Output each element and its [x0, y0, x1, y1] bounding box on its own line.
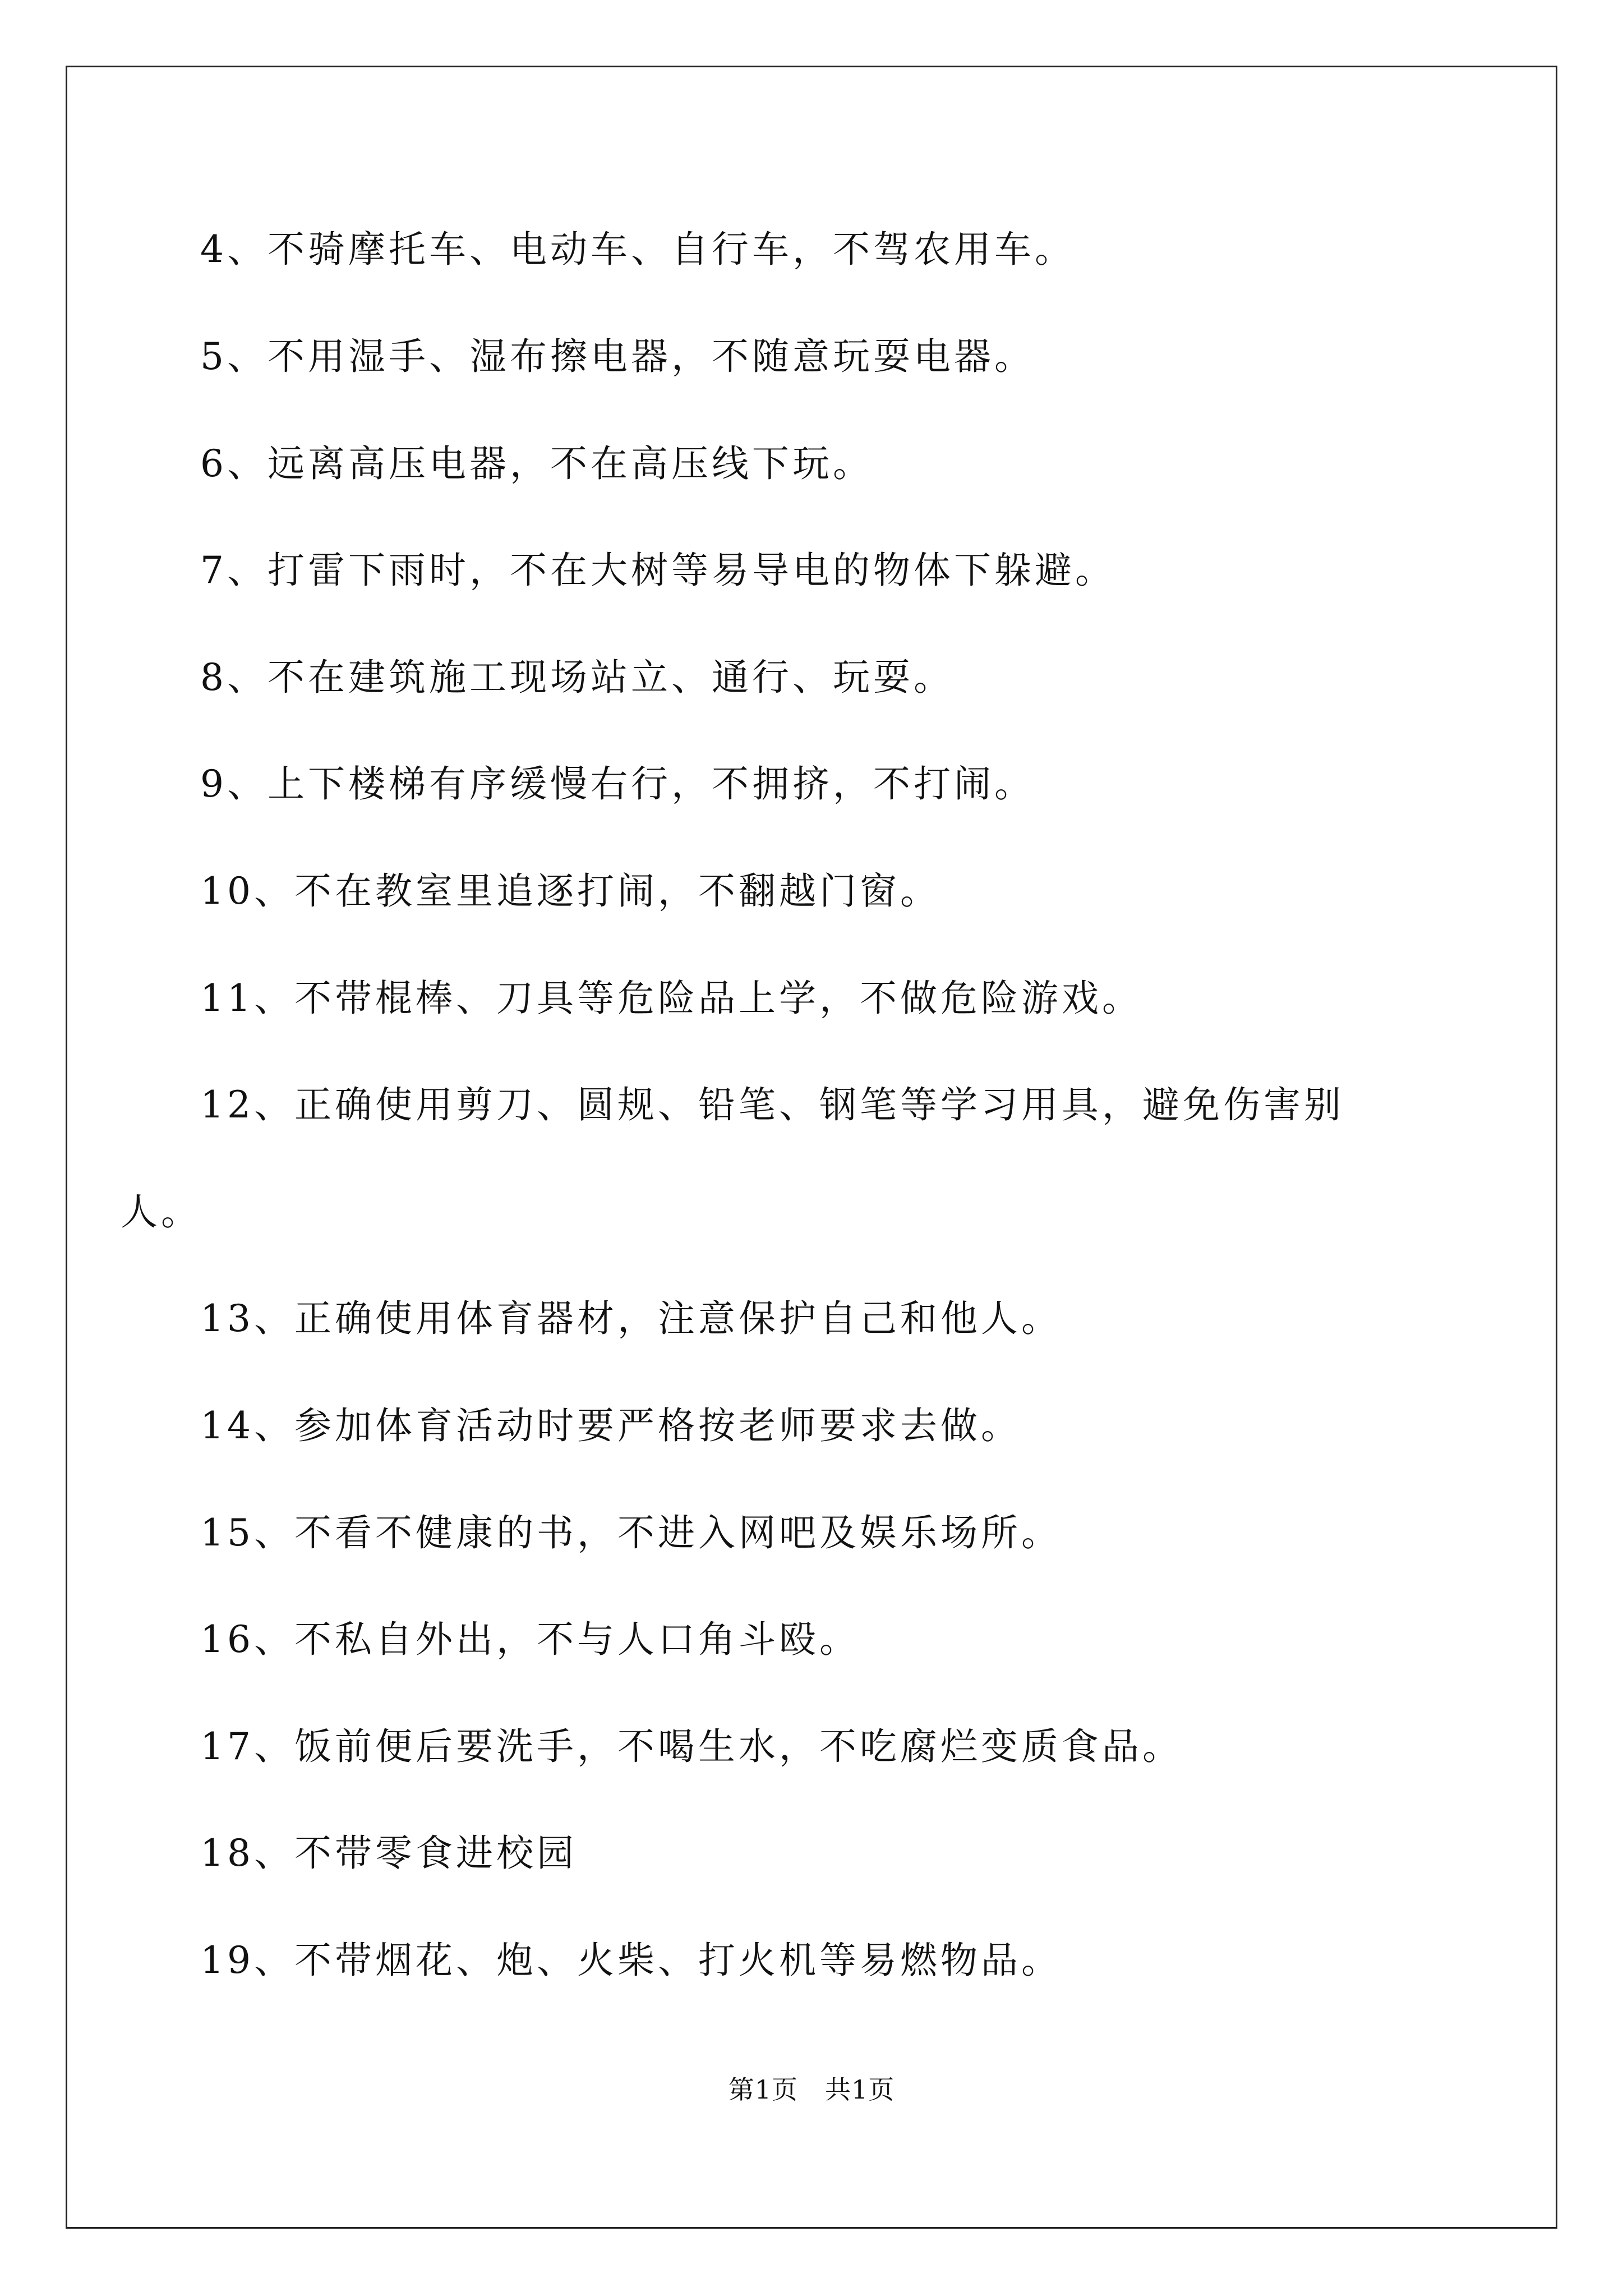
rule-line-4: 4、不骑摩托车、电动车、自行车，不驾农用车。	[200, 228, 1075, 271]
rule-line-15: 15、不看不健康的书，不进入网吧及娱乐场所。	[200, 1511, 1062, 1554]
page-footer	[0, 2073, 1623, 2106]
rule-line-16: 16、不私自外出，不与人口角斗殴。	[200, 1618, 860, 1661]
page-border	[66, 66, 1557, 2229]
rule-line-13: 13、正确使用体育器材，注意保护自己和他人。	[200, 1297, 1062, 1340]
rule-line-17: 17、饭前便后要洗手，不喝生水，不吃腐烂变质食品。	[200, 1725, 1183, 1768]
page-total: 共1页	[825, 2074, 895, 2105]
rule-line-12: 12、正确使用剪刀、圆规、铅笔、钢笔等学习用具，避免伤害别	[200, 1083, 1344, 1126]
rule-line-6: 6、远离高压电器，不在高压线下玩。	[200, 442, 873, 485]
page-number: 第1页	[728, 2074, 798, 2105]
rule-line-7: 7、打雷下雨时，不在大树等易导电的物体下躲避。	[200, 549, 1115, 592]
rule-line-19: 19、不带烟花、炮、火柴、打火机等易燃物品。	[200, 1939, 1062, 1982]
rule-line-14: 14、参加体育活动时要严格按老师要求去做。	[200, 1404, 1021, 1447]
rule-line-12-continued: 人。	[121, 1190, 201, 1234]
rule-line-8: 8、不在建筑施工现场站立、通行、玩耍。	[200, 656, 954, 699]
rule-line-9: 9、上下楼梯有序缓慢右行，不拥挤，不打闹。	[200, 762, 1035, 806]
rule-line-10: 10、不在教室里追逐打闹，不翻越门窗。	[200, 869, 940, 913]
rule-line-11: 11、不带棍棒、刀具等危险品上学，不做危险游戏。	[200, 977, 1142, 1020]
rule-line-5: 5、不用湿手、湿布擦电器，不随意玩耍电器。	[200, 335, 1035, 378]
rule-line-18: 18、不带零食进校园	[200, 1832, 577, 1875]
